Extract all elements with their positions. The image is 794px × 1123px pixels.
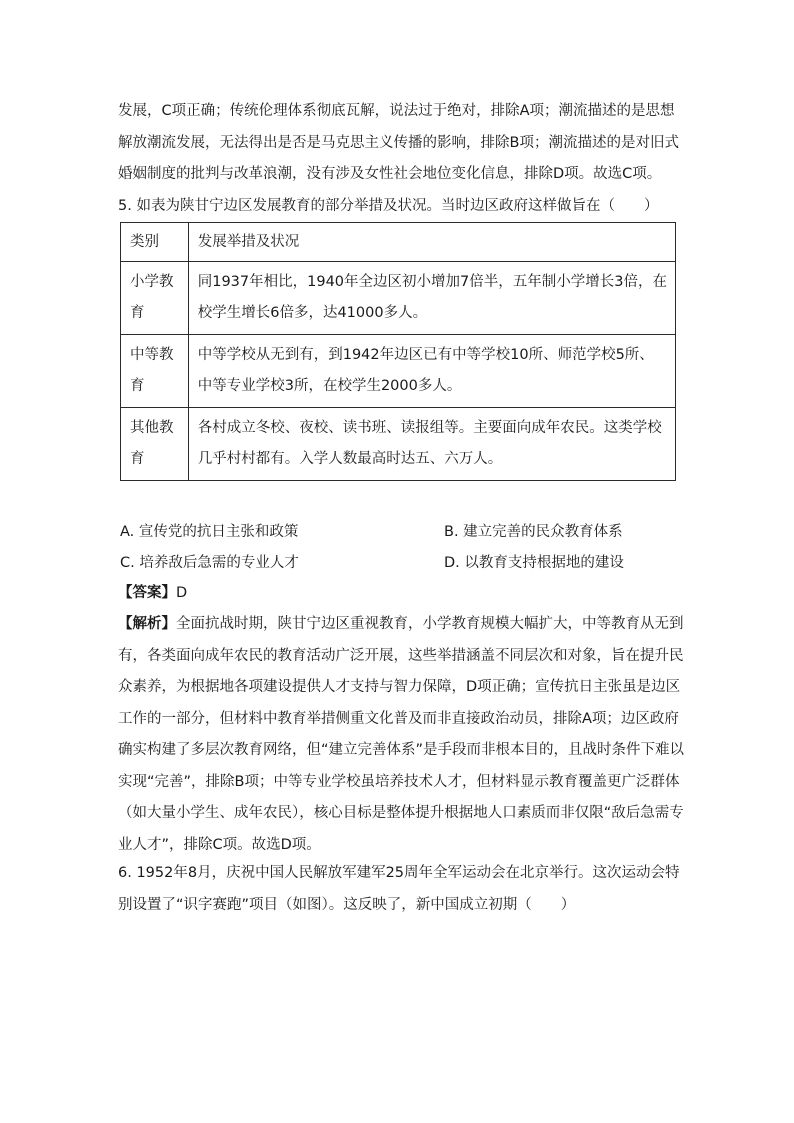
text-line: 实现“完善”，排除B项；中等专业学校虽培养技术人才，但材料显示教育覆盖更广泛群体 (118, 773, 680, 790)
cell-line: 中等专业学校3所，在校学生2000多人。 (197, 378, 462, 394)
question-6-stem (118, 858, 678, 921)
text-line: 业人才”，排除C项。故选D项。 (118, 836, 321, 853)
answer-line (118, 578, 678, 610)
cell-line: 几乎村村都有。入学人数最高时达五、六万人。 (197, 451, 503, 467)
row-description (188, 262, 675, 335)
answer-label: 【答案】 (118, 585, 176, 601)
option-c: C. 培养敌后急需的专业人才 (120, 555, 299, 571)
education-measures-table (120, 222, 676, 481)
text-line: 发展，C项正确；传统伦理体系彻底瓦解，说法过于绝对，排除A项；潮流描述的是思想 (118, 103, 675, 119)
text-line: 别设置了“识字赛跑”项目（如图）。这反映了，新中国成立初期（ ） (118, 896, 576, 913)
table-row (121, 408, 676, 481)
text-line: 有，各类面向成年农民的教育活动广泛开展，这些举措涵盖不同层次和对象，旨在提升民 (118, 647, 684, 664)
question-5-stem (118, 191, 678, 223)
cell-line: 各村成立冬校、夜校、读书班、读报组等。主要面向成年农民。这类学校 (197, 420, 662, 436)
cell-line: 中等学校从无到有，到1942年边区已有中等学校10所、师范学校5所、 (197, 347, 654, 363)
text-line: 众素养，为根据地各项建设提供人才支持与智力保障，D项正确；宣传抗日主张虽是边区 (118, 679, 681, 695)
table-header-row (121, 223, 676, 262)
row-category: 小学教育 (121, 262, 189, 335)
text-line: 解放潮流发展，无法得出是否是马克思主义传播的影响，排除B项；潮流描述的是对旧式 (118, 134, 679, 151)
analysis-block (118, 609, 685, 861)
analysis-label: 【解析】 (118, 616, 176, 632)
row-category: 其他教育 (121, 408, 189, 481)
row-category: 中等教育 (121, 335, 189, 408)
cell-line: 校学生增长6倍多，达41000多人。 (197, 305, 428, 321)
text-line: 婚姻制度的批判与改革浪潮，没有涉及女性社会地位变化信息，排除D项。故选C项。 (118, 166, 662, 182)
column-header-category: 类别 (121, 223, 189, 262)
text-line: （如大量小学生、成年农民），核心目标是整体提升根据地人口素质而非仅限“敌后急需专 (118, 805, 684, 821)
answer-value: D (176, 585, 188, 601)
table-row (121, 335, 676, 408)
row-description (188, 408, 675, 481)
table-row (121, 262, 676, 335)
column-header-measures: 发展举措及状况 (188, 223, 675, 262)
option-d: D. 以教育支持根据地的建设 (444, 555, 624, 571)
text-line: 6. 1952年8月，庆祝中国人民解放军建军25周年全军运动会在北京举行。这次运动会特 (118, 865, 680, 881)
cell-line: 同1937年相比，1940年全边区初小增加7倍半，五年制小学增长3倍，在 (197, 274, 667, 290)
previous-explanation (118, 96, 678, 191)
text-line: 5. 如表为陕甘宁边区发展教育的部分举措及状况。当时边区政府这样做旨在（ ） (118, 198, 659, 214)
text-line: 确实构建了多层次教育网络，但“建立完善体系”是手段而非根本目的，且战时条件下难以 (118, 742, 685, 758)
option-b: B. 建立完善的民众教育体系 (444, 524, 623, 540)
row-description (188, 335, 675, 408)
text-line: 工作的一部分，但材料中教育举措侧重文化普及而非直接政治动员，排除A项；边区政府 (118, 710, 679, 727)
text-line: 全面抗战时期，陕甘宁边区重视教育，小学教育规模大幅扩大，中等教育从无到 (176, 616, 684, 632)
option-a: A. 宣传党的抗日主张和政策 (120, 524, 299, 540)
